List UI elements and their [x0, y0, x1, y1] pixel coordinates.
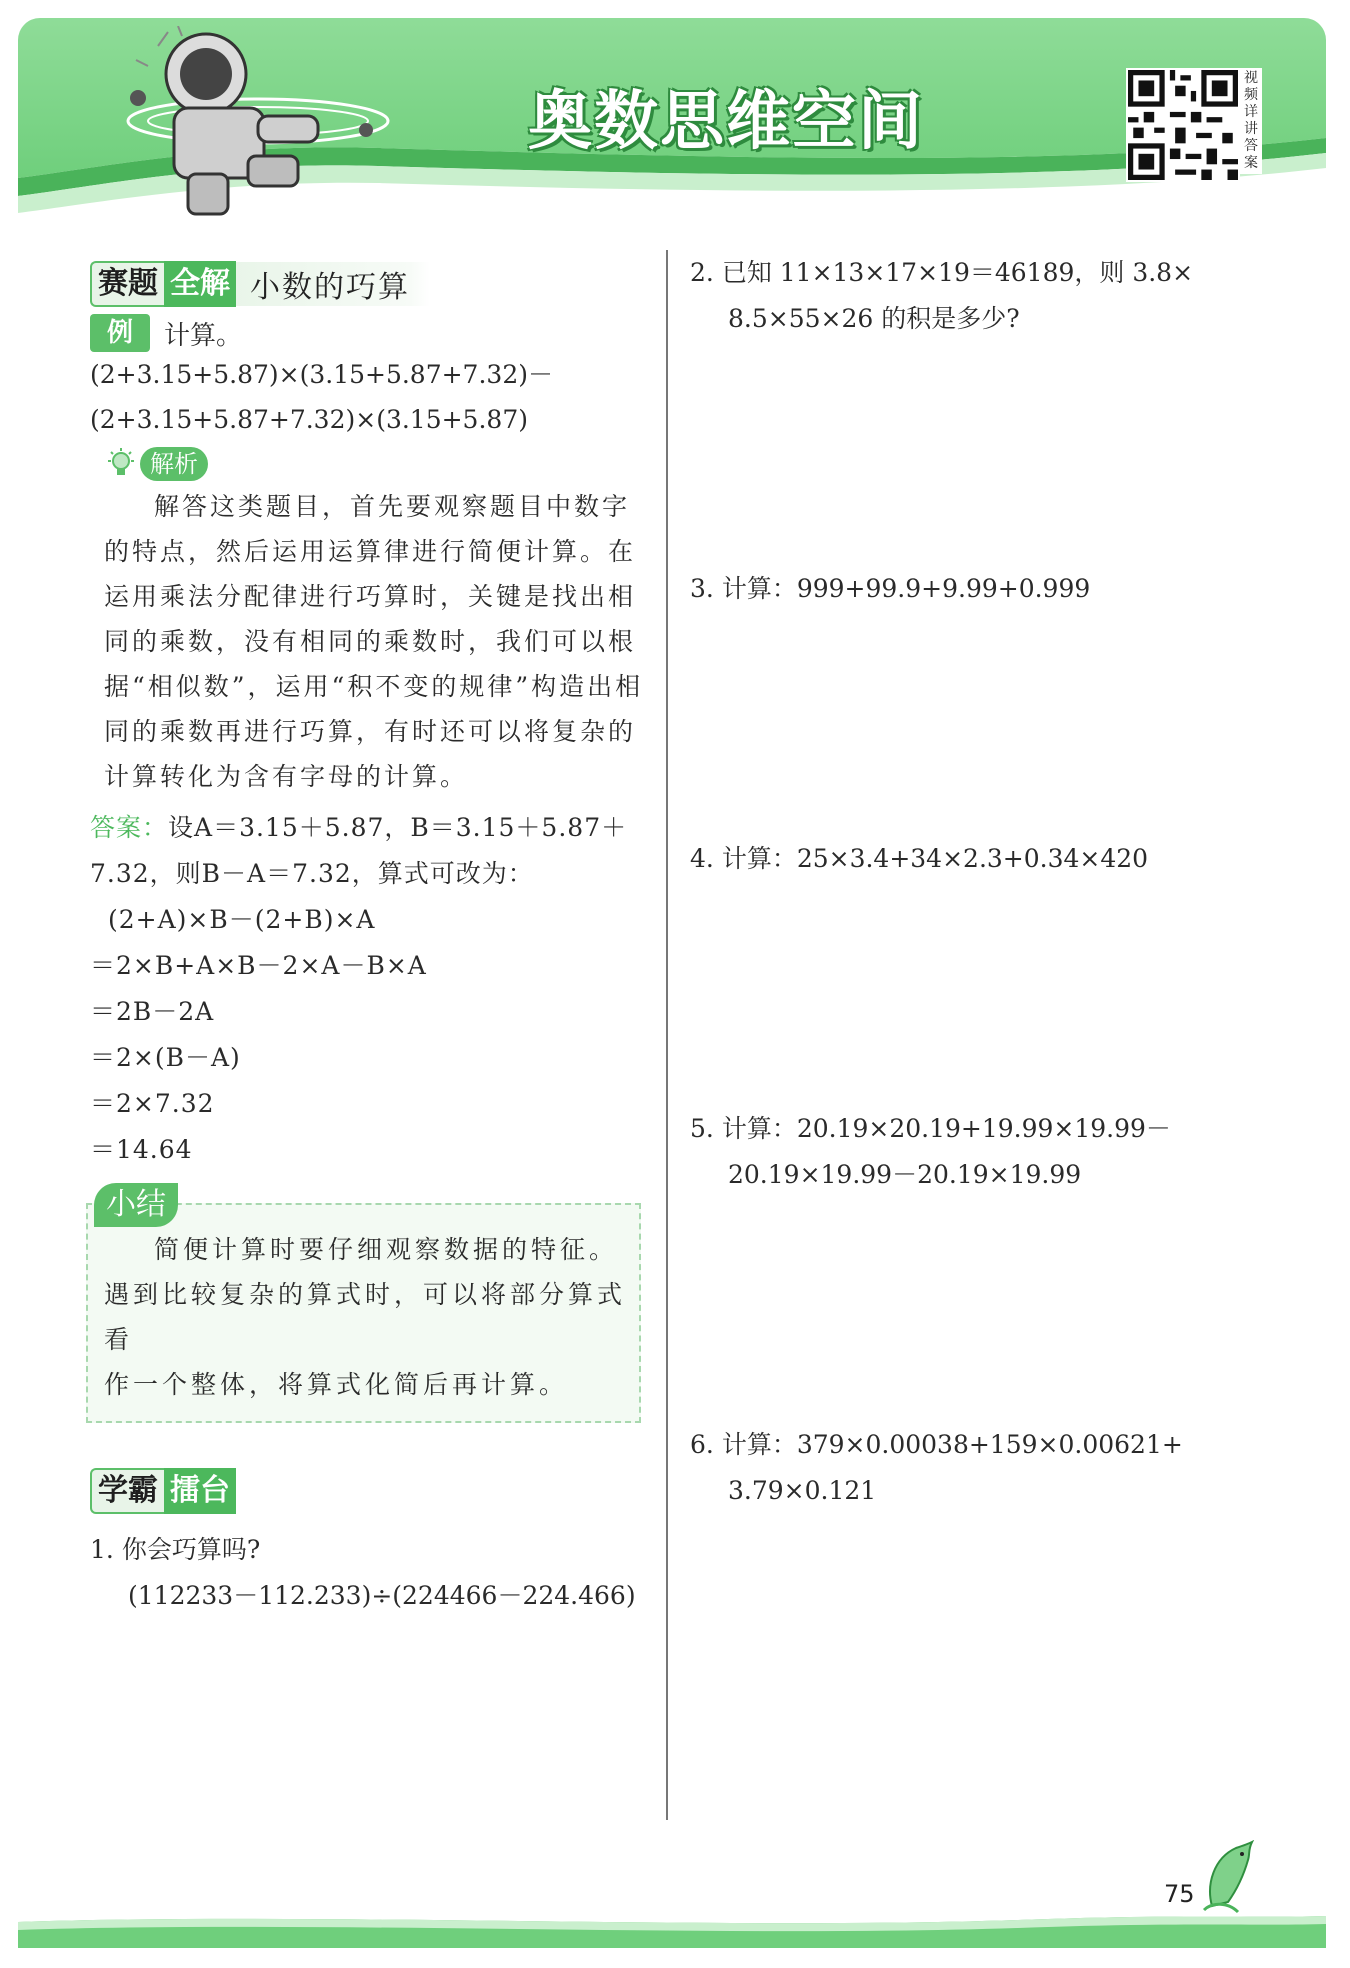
header-banner	[18, 18, 1326, 223]
analysis-badge: 解析	[140, 447, 208, 481]
answer-step: ＝2×(B－A)	[90, 1043, 241, 1072]
example-prompt: 计算。	[164, 320, 243, 351]
answer-intro	[90, 805, 645, 851]
analysis-line: 的特点，然后运用运算律进行简便计算。在	[104, 537, 637, 566]
answer-line: 设A＝3.15＋5.87，B＝3.15＋5.87＋	[168, 813, 628, 842]
question-number: 4.	[690, 844, 714, 873]
question-1	[90, 1527, 645, 1619]
question-line: 你会巧算吗?	[121, 1535, 261, 1564]
dolphin-icon	[1198, 1840, 1258, 1916]
summary-text	[104, 1227, 627, 1407]
summary-line: 作一个整体，将算式化简后再计算。	[104, 1370, 569, 1399]
question-5	[690, 1106, 1250, 1198]
analysis-line: 计算转化为含有字母的计算。	[104, 762, 469, 791]
page-number: 75	[1164, 1880, 1195, 1908]
summary-box	[86, 1187, 641, 1423]
section-header-practice	[90, 1467, 645, 1515]
section-tag-b: 全解	[164, 261, 236, 307]
analysis-header	[104, 444, 645, 484]
summary-line: 遇到比较复杂的算式时，可以将部分算式看	[104, 1280, 627, 1354]
question-line: 已知 11×13×17×19＝46189，则 3.8×	[721, 258, 1194, 287]
analysis-line: 据“相似数”，运用“积不变的规律”构造出相	[104, 672, 644, 701]
question-line: 3.79×0.121	[728, 1476, 877, 1505]
qr-caption: 视频详讲答案	[1240, 68, 1262, 174]
answer-line: 7.32，则B－A＝7.32，算式可改为：	[90, 859, 534, 888]
analysis-text	[104, 484, 645, 799]
section-subtitle: 小数的巧算	[250, 270, 410, 305]
question-3	[690, 566, 1250, 612]
section-tag-a: 学霸	[90, 1468, 164, 1514]
analysis-line: 同的乘数，没有相同的乘数时，我们可以根	[104, 627, 637, 656]
analysis-line: 运用乘法分配律进行巧算时，关键是找出相	[104, 582, 637, 611]
lightbulb-icon	[104, 447, 138, 481]
left-column	[90, 260, 645, 1619]
question-6	[690, 1422, 1250, 1514]
qr-code-icon[interactable]	[1126, 68, 1240, 182]
question-line: 20.19×19.99－20.19×19.99	[728, 1160, 1082, 1189]
answer-label: 答案：	[90, 813, 169, 842]
example-badge: 例	[90, 314, 150, 352]
question-number: 2.	[690, 258, 714, 287]
astronaut-icon	[118, 26, 398, 223]
question-line: 计算：20.19×20.19+19.99×19.99－	[721, 1114, 1171, 1143]
analysis-line: 解答这类题目，首先要观察题目中数字	[154, 492, 631, 521]
example-expression-line: (2+3.15+5.87)×(3.15+5.87+7.32)－	[90, 360, 553, 389]
summary-badge: 小结	[94, 1183, 178, 1227]
question-4	[690, 836, 1250, 882]
section-tag-b: 擂台	[164, 1468, 236, 1514]
question-number: 1.	[90, 1535, 114, 1564]
question-line: 计算：25×3.4+34×2.3+0.34×420	[721, 844, 1149, 873]
section-tag-a: 赛题	[90, 261, 164, 307]
footer-wave	[18, 1912, 1326, 1948]
answer-step: ＝2B－2A	[90, 997, 215, 1026]
example-expression-line: (2+3.15+5.87+7.32)×(3.15+5.87)	[90, 405, 528, 434]
analysis-line: 同的乘数再进行巧算，有时还可以将复杂的	[104, 717, 637, 746]
banner-title: 奥数思维空间	[528, 85, 924, 159]
question-2	[690, 250, 1250, 342]
question-line: 8.5×55×26 的积是多少?	[728, 304, 1020, 333]
answer-step: (2+A)×B－(2+B)×A	[108, 905, 376, 934]
question-number: 6.	[690, 1430, 714, 1459]
question-line: 计算：379×0.00038+159×0.00621+	[721, 1430, 1183, 1459]
question-number: 3.	[690, 574, 714, 603]
answer-step: ＝2×B+A×B－2×A－B×A	[90, 951, 427, 980]
section-header-solutions	[90, 260, 645, 308]
column-divider	[666, 250, 668, 1820]
summary-line: 简便计算时要仔细观察数据的特征。	[154, 1235, 619, 1264]
answer-step: ＝2×7.32	[90, 1089, 215, 1118]
question-number: 5.	[690, 1114, 714, 1143]
question-line: 计算：999+99.9+9.99+0.999	[721, 574, 1091, 603]
example-row	[90, 314, 645, 352]
question-line: (112233－112.233)÷(224466－224.466)	[128, 1581, 636, 1610]
answer-step: ＝14.64	[90, 1135, 193, 1164]
